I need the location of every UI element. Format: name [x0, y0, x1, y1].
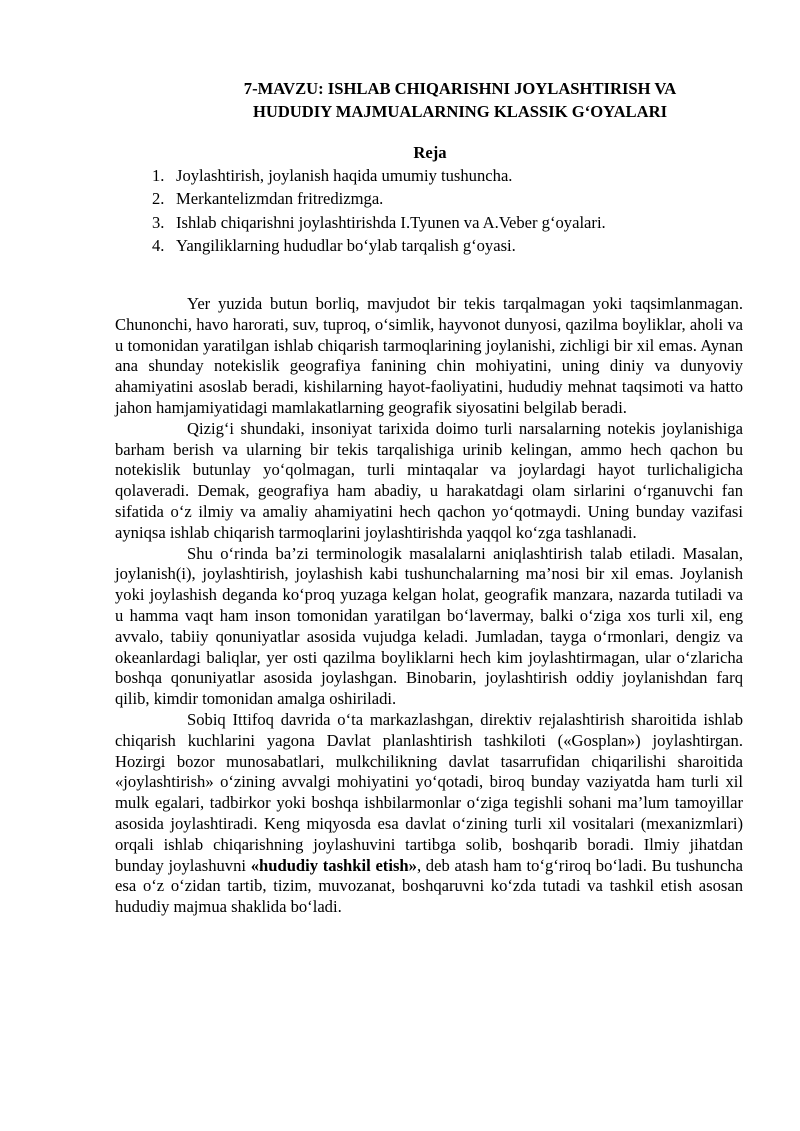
bold-term: «hududiy tashkil etish»: [250, 855, 417, 875]
plan-item: [152, 211, 606, 234]
paragraph: Shu o‘rinda ba’zi terminologik masalalarni aniqlashtirish talab etiladi. Masalan, joylanish(i), joylashtirish, joylashish kabi tushunchalarning ma’nosi bir xil emas. Joylanish yoki joylashish deganda ko‘proq yuzaga kelgan holat, geografik manzara, nazarda tutiladi va u hamma vaqt ham inson tomonidan yaratilgan bo‘lavermay, balki o‘ziga xos turli xil, eng avvalo, tabiiy qonuniyatlar asosida vujudga keladi. Jumladan, tayga o‘rmonlari, dengiz va okeanlardagi baliqlar, yer osti qazilma boyliklarni hech kim joylashtirmagan, ular o‘zlaricha boshqa qonuniyatlar asosida joylashgan. Binobarin, joylashtirish oddiy joylanishdan farq qilib, kimdir tomonidan amalga oshiriladi.: [115, 543, 743, 709]
plan-item-text: Merkantelizmdan fritredizmga.: [176, 189, 384, 209]
paragraph-text: , deb atash ham to‘g‘riroq bo‘ladi. Bu tushuncha esa o‘z o‘zidan tartib, tizim, muvozanat, boshqaruvni ko‘zda tutadi va tashkil etish asosan hududiy majmua shaklida bo‘ladi.: [115, 855, 743, 917]
plan-item-number: 1.: [152, 166, 165, 185]
plan-item: [152, 164, 606, 187]
paragraph-text: Sobiq Ittifoq davrida o‘ta markazlashgan, direktiv rejalashtirish sharoitida ishlab chiqarish kuchlarini yagona Davlat planlashtirish tashkiloti («Gosplan») joylashtirgan. Hozirgi bozor munosabatlari, mulkchilikning davlat tasarrufidan chiqarilishi sharoitida «joylashtirish» o‘zining avvalgi mohiyatini yo‘qotadi, biroq bunday vaziyatda ham turli xil mulk egalari, tadbirkor yoki boshqa ishbilarmonlar o‘ziga tegishli sohani ma’lum tamoyillar asosida joylashtiradi. Keng miqyosda esa davlat o‘zining turli xil vositalari (mexanizmlari) orqali ishlab chiqarishning joylashuvini tartibga solib, boshqarib boradi. Ilmiy jihatdan bunday joylashuvni: [115, 709, 743, 875]
plan-heading: Reja: [413, 143, 447, 162]
plan-item: [152, 234, 606, 257]
title-line-2: HUDUDIY MAJMUALARNING KLASSIK G‘OYALARI: [252, 102, 668, 121]
plan-item-number: 4.: [152, 236, 165, 256]
plan-item-number: 2.: [152, 189, 165, 209]
paragraph: [115, 710, 743, 918]
paragraph: Qizig‘i shundaki, insoniyat tarixida doimo turli narsalarning notekis joylanishiga barham berish va ularning bir tekis tarqalishiga urinib kelingan, ammo hech qachon bu notekislik butunlay yo‘qolmagan, turli mintaqalar va joylardagi hayot turlichaligicha qolaveradi. Demak, geografiya ham abadiy, u harakatdagi olam sirlarini o‘rganuvchi fan sifatida o‘z ilmiy va amaliy ahamiyatini hech qachon yo‘qotmaydi. Uning bunday vazifasi ayniqsa ishlab chiqarish tarmoqlarini joylashtirishda yaqqol ko‘zga tashlanadi.: [115, 418, 743, 542]
paragraph: Yer yuzida butun borliq, mavjudot bir tekis tarqalmagan yoki taqsimlanmagan. Chunonchi, havo harorati, suv, tuproq, o‘simlik, hayvonot dunyosi, qazilma boyliklar, aholi va u tomonidan yaratilgan ishlab chiqarish tarmoqlarining joylanishi, zichligi bir xil emas. Aynan ana shunday notekislik geografiya fanining chin mohiyatini, uning diniy va dunyoviy ahamiyatini asoslab beradi, kishilarning hayot-faoliyatini, hududiy mehnat taqsimoti va hatto jahon hamjamiyatidagi mamlakatlarning geografik siyosatini belgilab beradi.: [115, 294, 743, 417]
plan-item-text: Yangiliklarning hududlar bo‘ylab tarqalish g‘oyasi.: [176, 236, 516, 256]
plan-item-text: Joylashtirish, joylanish haqida umumiy tushuncha.: [176, 166, 513, 185]
page-title: [150, 77, 770, 123]
plan-item: [152, 187, 606, 210]
plan-list: [152, 164, 606, 258]
plan-item-number: 3.: [152, 212, 165, 232]
title-line-1: 7-MAVZU: ISHLAB CHIQARISHNI JOYLASHTIRISH VA: [243, 79, 677, 98]
plan-item-text: Ishlab chiqarishni joylashtirishda I.Tyunen va A.Veber g‘oyalari.: [176, 212, 606, 232]
body-text: [115, 294, 743, 918]
